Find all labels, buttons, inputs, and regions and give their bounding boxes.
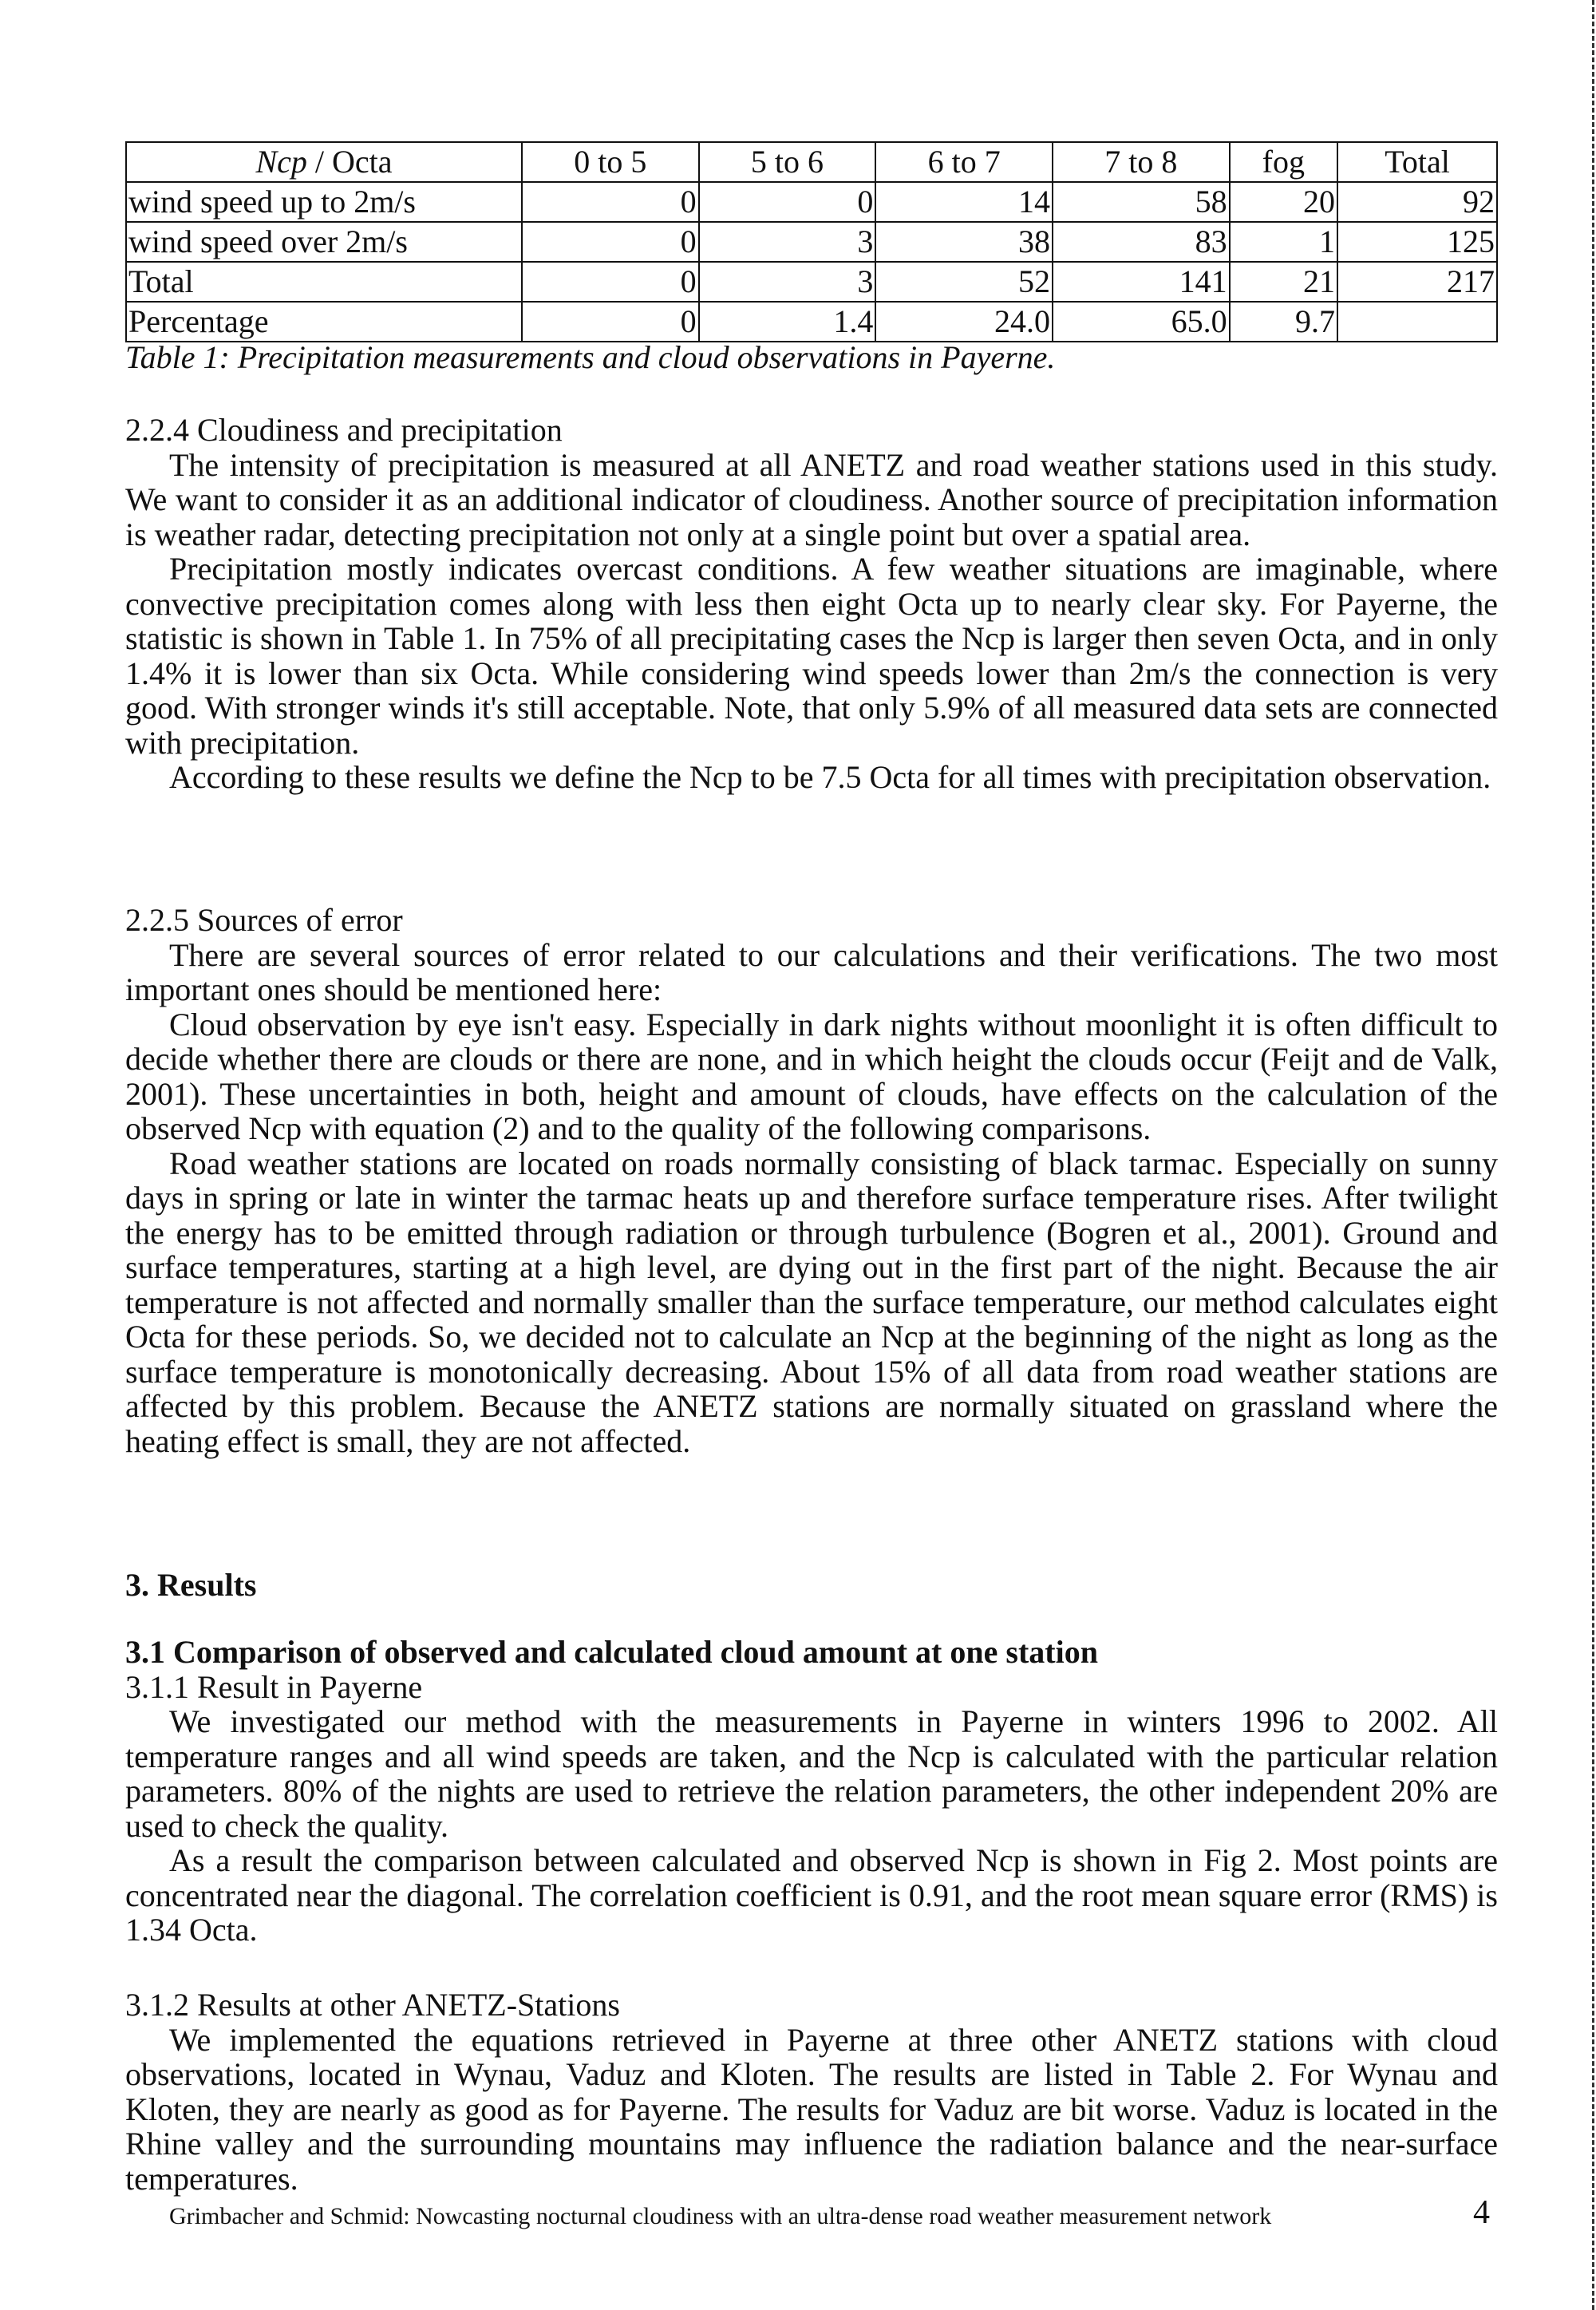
table-caption: Table 1: Precipitation measurements and cloud observations in Payerne. [125,339,1056,375]
subsubsection-heading: 3.1.2 Results at other ANETZ-Stations [125,1987,620,2023]
header-cell: 6 to 7 [875,142,1053,182]
table-cell: 1.4 [699,302,876,342]
table-cell: 1 [1230,222,1337,262]
header-octa: / Octa [306,144,393,180]
header-cell: fog [1230,142,1337,182]
header-cell: 7 to 8 [1053,142,1230,182]
header-ncp: Ncp [255,144,307,180]
section-heading: 2.2.4 Cloudiness and precipitation [125,412,563,448]
table-cell: 38 [875,222,1053,262]
table-cell: 3 [699,262,876,302]
table-cell: 0 [522,302,699,342]
header-cell: Total [1337,142,1497,182]
table-cell: 14 [875,182,1053,222]
row-label: wind speed up to 2m/s [126,182,522,222]
table-cell: 0 [699,182,876,222]
section-2-2-4 [125,413,1498,795]
table-cell: 52 [875,262,1053,302]
table-cell: 0 [522,262,699,302]
table-cell: 65.0 [1053,302,1230,342]
table-cell: 58 [1053,182,1230,222]
row-label: wind speed over 2m/s [126,222,522,262]
section-3-1-2 [125,1988,1498,2196]
table-row [126,222,1497,262]
table-cell: 217 [1337,262,1497,302]
table-cell: 20 [1230,182,1337,222]
section-heading: 3. Results [125,1567,257,1603]
page-number: 4 [1473,2194,1490,2231]
header-cell: 0 to 5 [522,142,699,182]
table-cell [1337,302,1497,342]
table-row [126,182,1497,222]
section-2-2-5 [125,903,1498,1458]
table-cell: 0 [522,182,699,222]
paragraph: According to these results we define the Ncp to be 7.5 Octa for all times with precipitation observation. [169,759,1491,795]
paragraph: Precipitation mostly indicates overcast conditions. A few weather situations are imaginable, where convective precipitation comes along with less then eight Octa up to nearly clear sky. For Payerne, the statistic is shown in Table 1. In 75% of all precipitating cases the Ncp is larger then seven Octa, and in only 1.4% it is lower than six Octa. While considering wind speeds lower than 2m/s the connection is very good. With stronger winds it's still acceptable. Note, that only 5.9% of all measured data sets are connected with precipitation. [125,551,1498,761]
table-cell: 125 [1337,222,1497,262]
table-cell: 3 [699,222,876,262]
section-3 [125,1568,1498,1603]
table-cell: 9.7 [1230,302,1337,342]
header-cell: 5 to 6 [699,142,876,182]
subsection-heading: 3.1 Comparison of observed and calculated cloud amount at one station [125,1634,1098,1670]
header-cell [126,142,522,182]
table-cell: 141 [1053,262,1230,302]
paragraph: We investigated our method with the measurements in Payerne in winters 1996 to 2002. All temperature ranges and all wind speeds are taken, and the Ncp is calculated with the particular relation parameters. 80% of the nights are used to retrieve the relation parameters, the other independent 20% are used to check the quality. [125,1703,1498,1844]
table-row [126,262,1497,302]
table-header-row [126,142,1497,182]
page-edge [1592,0,1594,2310]
paragraph: The intensity of precipitation is measured at all ANETZ and road weather stations used in this study. We want to consider it as an additional indicator of cloudiness. Another source of precipitation information is weather radar, detecting precipitation not only at a single point but over a spatial area. [125,446,1498,552]
running-footer: Grimbacher and Schmid: Nowcasting nocturnal cloudiness with an ultra-dense road weather measurement network [169,2203,1272,2229]
row-label: Total [126,262,522,302]
section-3-1 [125,1635,1498,1948]
section-heading: 2.2.5 Sources of error [125,902,403,938]
row-label: Percentage [126,302,522,342]
paragraph: As a result the comparison between calculated and observed Ncp is shown in Fig 2. Most points are concentrated near the diagonal. The correlation coefficient is 0.91, and the root mean square error (RMS) is 1.34 Octa. [125,1842,1498,1948]
paragraph: Road weather stations are located on roads normally consisting of black tarmac. Especially on sunny days in spring or late in winter the tarmac heats up and therefore surface temperature rises. After twilight the energy has to be emitted through radiation or through turbulence (Bogren et al., 2001). Ground and surface temperatures, starting at a high level, are dying out in the first part of the night. Because the air temperature is not affected and normally smaller than the surface temperature, our method calculates eight Octa for these periods. So, we decided not to calculate an Ncp at the beginning of the night as long as the surface temperature is monotonically decreasing. About 15% of all data from road weather stations are affected by this problem. Because the ANETZ stations are normally situated on grassland where the heating effect is small, they are not affected. [125,1145,1498,1459]
table-row [126,302,1497,342]
paragraph: Cloud observation by eye isn't easy. Especially in dark nights without moonlight it is often difficult to decide whether there are clouds or there are none, and in which height the clouds occur (Feijt and de Valk, 2001). These uncertainties in both, height and amount of clouds, have effects on the calculation of the observed Ncp with equation (2) and to the quality of the following comparisons. [125,1006,1498,1146]
precipitation-table [125,141,1498,342]
table-cell: 21 [1230,262,1337,302]
table-cell: 24.0 [875,302,1053,342]
paragraph: We implemented the equations retrieved in Payerne at three other ANETZ stations with cloud observations, located in Wynau, Vaduz and Kloten. The results are listed in Table 2. For Wynau and Kloten, they are nearly as good as for Payerne. The results for Vaduz are bit worse. Vaduz is located in the Rhine valley and the surrounding mountains may influence the radiation balance and the near-surface temperatures. [125,2021,1498,2197]
table-cell: 83 [1053,222,1230,262]
subsubsection-heading: 3.1.1 Result in Payerne [125,1668,423,1705]
paragraph: There are several sources of error related to our calculations and their verifications. The two most important ones should be mentioned here: [125,936,1498,1007]
table-cell: 92 [1337,182,1497,222]
table-cell: 0 [522,222,699,262]
